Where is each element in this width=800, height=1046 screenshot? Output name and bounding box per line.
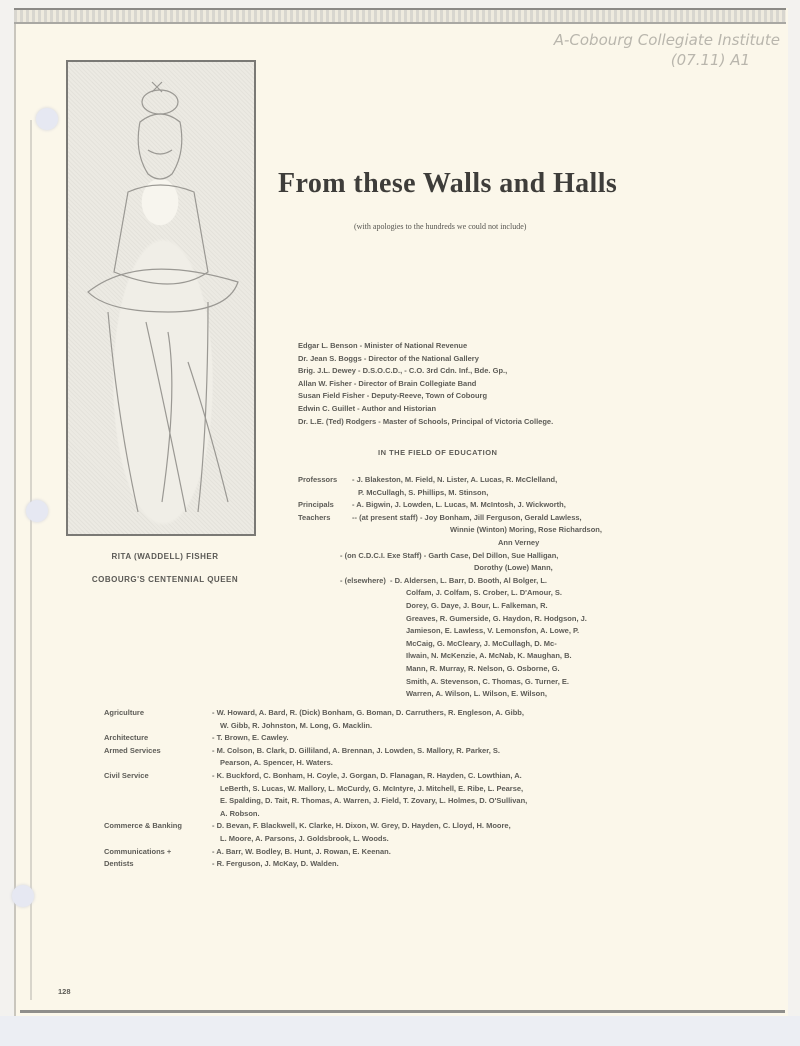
- category-names: Greaves, R. Gumerside, G. Haydon, R. Hodgson, J.: [406, 613, 587, 623]
- field-civil-service: [104, 770, 684, 820]
- subcategory-label: - (elsewhere): [340, 575, 386, 585]
- section-heading-education: IN THE FIELD OF EDUCATION: [378, 448, 498, 457]
- category-names: Dorothy (Lowe) Mann,: [474, 563, 553, 573]
- page-number: 128: [58, 987, 71, 996]
- category-names: Dorey, G. Daye, J. Bour, L. Falkeman, R.: [406, 600, 548, 610]
- photo-caption-title: COBOURG'S CENTENNIAL QUEEN: [91, 575, 239, 584]
- field-names: - T. Brown, E. Cawley.: [212, 733, 289, 743]
- list-item: Brig. J.L. Dewey - D.S.O.C.D., - C.O. 3rd Cdn. Inf., Bde. Gp.,: [298, 366, 508, 376]
- field-names: - K. Buckford, C. Bonham, H. Coyle, J. Gorgan, D. Flanagan, R. Hayden, C. Lowthian, A.: [212, 770, 522, 780]
- field-agriculture: [104, 707, 684, 732]
- field-names: L. Moore, A. Parsons, J. Goldsbrook, L. Woods.: [220, 833, 389, 843]
- list-item: Allan W. Fisher - Director of Brain Collegiate Band: [298, 378, 477, 388]
- list-item: Edgar L. Benson - Minister of National Revenue: [298, 341, 468, 350]
- photo-caption-name: RITA (WADDELL) FISHER: [111, 552, 219, 561]
- binding-margin-line: [30, 120, 32, 1000]
- education-teachers-present: [298, 512, 688, 525]
- category-names: Winnie (Winton) Moring, Rose Richardson,: [450, 525, 602, 535]
- category-label: Teachers: [298, 512, 331, 522]
- field-names: - A. Barr, W. Bodley, B. Hunt, J. Rowan, E. Keenan.: [212, 846, 391, 856]
- field-names: LeBerth, S. Lucas, W. Mallory, L. McCurdy, G. McIntyre, J. Mitchell, E. Ribe, L. Pearse,: [220, 783, 524, 793]
- education-list: [298, 474, 688, 701]
- bottom-border-rule: [20, 1010, 785, 1013]
- field-architecture: [104, 732, 684, 745]
- field-label: Civil Service: [104, 770, 149, 780]
- category-names: P. McCullagh, S. Phillips, M. Stinson,: [358, 487, 489, 497]
- page-subtitle: (with apologies to the hundreds we could not include): [354, 222, 527, 231]
- field-label: Architecture: [104, 733, 149, 743]
- field-label: Agriculture: [104, 708, 145, 717]
- punch-hole-middle: [26, 500, 48, 522]
- punch-hole-bottom: [12, 885, 34, 907]
- handwritten-note-code: (07.11) A1: [670, 51, 750, 69]
- category-names: - J. Blakeston, M. Field, N. Lister, A. Lucas, R. McClelland,: [352, 475, 558, 484]
- field-names: - D. Bevan, F. Blackwell, K. Clarke, H. Dixon, W. Grey, D. Hayden, C. Lloyd, H. Moore,: [212, 821, 511, 831]
- category-names: McCaig, G. McCleary, J. McCullagh, D. Mc-: [406, 638, 557, 648]
- list-item: Dr. L.E. (Ted) Rodgers - Master of Schools, Principal of Victoria College.: [298, 416, 554, 426]
- category-names: - Joy Bonham, Jill Ferguson, Gerald Lawless,: [419, 512, 582, 522]
- field-communications: [104, 846, 684, 859]
- handwritten-archive-note: [500, 30, 780, 70]
- category-names: Ilwain, N. McKenzie, A. McNab, K. Maughan, B.: [406, 651, 572, 661]
- list-item: Susan Field Fisher - Deputy-Reeve, Town of Cobourg: [298, 391, 488, 401]
- field-names: E. Spalding, D. Tait, R. Thomas, A. Warren, J. Field, T. Zovary, L. Holmes, D. O'Sullivan,: [220, 796, 528, 806]
- field-label: Dentists: [104, 859, 134, 869]
- punch-hole-top: [36, 108, 58, 130]
- category-label: Principals: [298, 500, 334, 510]
- field-label: Commerce & Banking: [104, 821, 182, 831]
- category-names: - A. Bigwin, J. Lowden, L. Lucas, M. McIntosh, J. Wickworth,: [352, 500, 566, 510]
- field-names: A. Robson.: [220, 808, 260, 818]
- handwritten-note-line1: A-Cobourg Collegiate Institute: [553, 31, 780, 49]
- scan-background: [0, 1016, 800, 1046]
- field-label: Communications +: [104, 846, 172, 856]
- top-border-rule: [14, 8, 786, 24]
- category-names: - D. Aldersen, L. Barr, D. Booth, Al Bolger, L.: [390, 575, 547, 585]
- education-professors: [298, 474, 688, 487]
- category-names: Colfam, J. Colfam, S. Crober, L. D'Amour, S.: [406, 588, 562, 598]
- category-names: Smith, A. Stevenson, C. Thomas, G. Turner, E.: [406, 676, 569, 686]
- portrait-figure-icon: [68, 62, 254, 534]
- category-names: Ann Verney: [498, 537, 540, 547]
- list-item: Edwin C. Guillet - Author and Historian: [298, 403, 437, 413]
- education-principals: [298, 499, 688, 512]
- subcategory-label: -- (at present staff): [352, 512, 418, 522]
- field-label: Armed Services: [104, 745, 161, 755]
- field-names: Pearson, A. Spencer, H. Waters.: [220, 758, 333, 768]
- field-commerce-banking: [104, 820, 684, 845]
- category-label: Professors: [298, 475, 338, 484]
- list-item: Dr. Jean S. Boggs - Director of the National Gallery: [298, 353, 479, 363]
- field-names: - M. Colson, B. Clark, D. Gilliland, A. Brennan, J. Lowden, S. Mallory, R. Parker, S.: [212, 745, 500, 755]
- professional-fields-list: [104, 707, 684, 871]
- field-names: - R. Ferguson, J. McKay, D. Walden.: [212, 859, 339, 869]
- field-names: W. Gibb, R. Johnston, M. Long, G. Macklin.: [220, 720, 373, 730]
- portrait-photo: [66, 60, 256, 536]
- dignitaries-list: [298, 340, 678, 428]
- category-names: Warren, A. Wilson, L. Wilson, E. Wilson,: [406, 689, 547, 699]
- page-title: From these Walls and Halls: [278, 168, 618, 199]
- category-names: - Garth Case, Del Dillon, Sue Halligan,: [423, 550, 559, 560]
- education-teachers-staff: [298, 550, 688, 563]
- category-names: Mann, R. Murray, R. Nelson, G. Osborne, G.: [406, 663, 560, 673]
- field-dentists: [104, 858, 684, 871]
- field-armed-services: [104, 745, 684, 770]
- education-teachers-elsewhere: [298, 575, 688, 588]
- category-names: Jamieson, E. Lawless, V. Lemonsfon, A. Lowe, P.: [406, 626, 580, 636]
- field-names: - W. Howard, A. Bard, R. (Dick) Bonham, G. Boman, D. Carruthers, R. Engleson, A. Gibb,: [212, 708, 524, 717]
- subcategory-label: - (on C.D.C.I. Exe Staff): [340, 550, 422, 560]
